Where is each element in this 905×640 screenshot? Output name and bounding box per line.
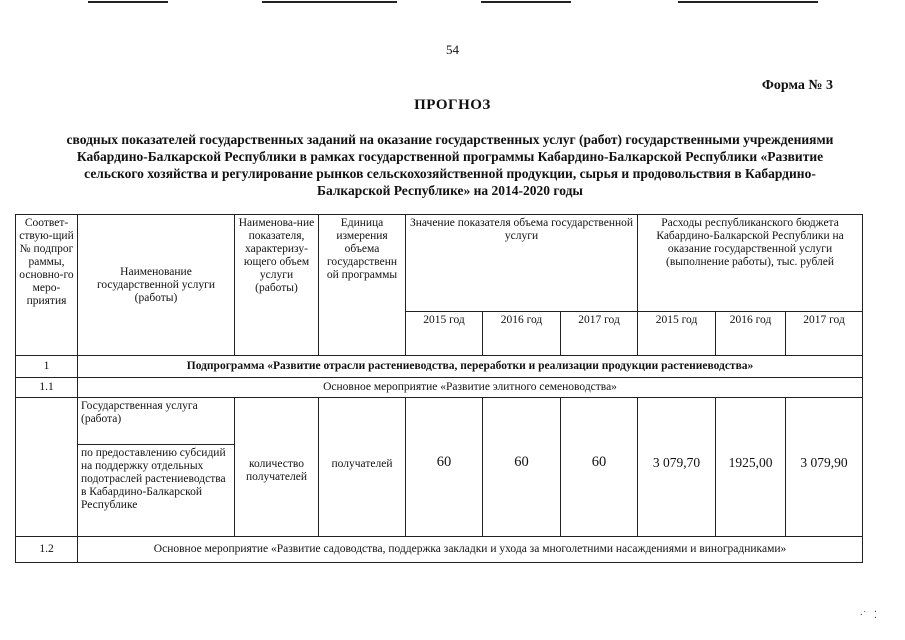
row-number: 1 xyxy=(16,356,78,378)
volume-2015: 60 xyxy=(406,398,483,537)
activity-title: Основное мероприятие «Развитие элитного семеноводства» xyxy=(78,378,863,398)
header-unit: Единица измерения объема государственн ой программы xyxy=(319,215,406,356)
document-title: ПРОГНОЗ xyxy=(414,97,491,113)
header-number: Соответ-ствую-щий № подпрог раммы, основно-го меро-приятия xyxy=(16,215,78,356)
forecast-table xyxy=(15,214,863,563)
header-year: 2015 год xyxy=(406,312,483,356)
expense-2017: 3 079,90 xyxy=(786,398,863,537)
header-year: 2016 год xyxy=(716,312,786,356)
scan-marks: ·˙ ⁚ xyxy=(859,610,877,621)
top-rule xyxy=(88,1,168,3)
header-year: 2017 год xyxy=(561,312,638,356)
expense-2015: 3 079,70 xyxy=(638,398,716,537)
header-indicator: Наименова-ние показателя, характеризу-ющего объем услуги (работы) xyxy=(235,215,319,356)
header-year: 2017 год xyxy=(786,312,863,356)
row-number: 1.1 xyxy=(16,378,78,398)
top-rule xyxy=(481,1,571,3)
unit-name: получателей xyxy=(319,398,406,537)
service-name-part2: по предоставлению субсидий на поддержку отдельных подотраслей растениеводства в Кабардино-Балкарской Республике xyxy=(78,445,235,537)
header-year: 2015 год xyxy=(638,312,716,356)
page-number: 54 xyxy=(446,42,459,57)
form-number: Форма № 3 xyxy=(761,78,833,93)
volume-2017: 60 xyxy=(561,398,638,537)
service-name-part1: Государственная услуга (работа) xyxy=(78,398,235,445)
header-expense-group: Расходы республиканского бюджета Кабардино-Балкарской Республики на оказание государственной услуги (выполнение работы), тыс. рублей xyxy=(638,215,863,312)
row-number-empty xyxy=(16,398,78,537)
header-service-name: Наименование государственной услуги (работы) xyxy=(78,215,235,356)
document-subtitle: сводных показателей государственных заданий на оказание государственных услуг (работ) государственными учреждениями Кабардино-Балкарской Республики в рамках государственной программы Кабардино-Балкарской Республики «Развитие сельского хозяйства и регулирование рынков сельскохозяйственной продукции, сырья и продовольствия в Кабардино-Балкарской Республике» на 2014-2020 годы xyxy=(66,132,834,198)
subprogram-title: Подпрограмма «Развитие отрасли растениеводства, переработки и реализации продукции растениеводства» xyxy=(78,356,863,378)
top-rule xyxy=(262,1,397,3)
indicator-name: количество получателей xyxy=(235,398,319,537)
row-number: 1.2 xyxy=(16,537,78,563)
volume-2016: 60 xyxy=(483,398,561,537)
top-rule xyxy=(678,1,818,3)
header-volume-group: Значение показателя объема государственной услуги xyxy=(406,215,638,312)
activity-title: Основное мероприятие «Развитие садоводства, поддержка закладки и ухода за многолетними насаждениями и виноградниками» xyxy=(78,537,863,563)
header-year: 2016 год xyxy=(483,312,561,356)
expense-2016: 1925,00 xyxy=(716,398,786,537)
